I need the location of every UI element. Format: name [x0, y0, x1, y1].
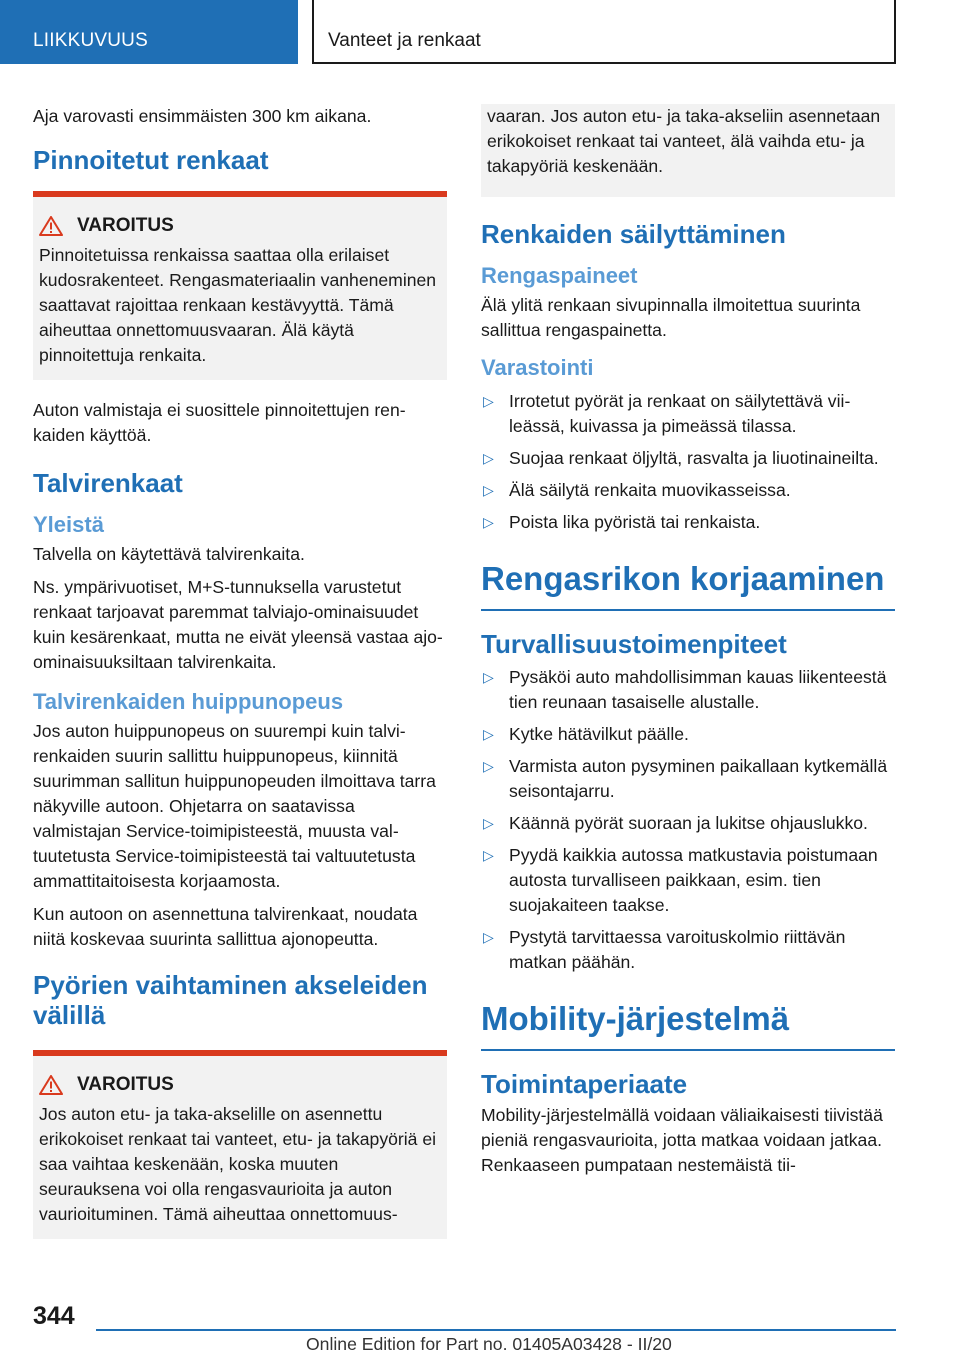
list-item-text: Irrotetut pyörät ja renkaat on säilytettävä viileässä, kuivassa ja pimeässä tilassa.	[509, 391, 851, 436]
heading-wheel-swap: Pyörien vaihtaminen akseleiden välillä	[33, 970, 428, 1030]
heading-top-speed: Talvirenkaiden huippunopeus	[33, 689, 344, 714]
list-item	[481, 389, 895, 439]
list-item	[481, 446, 895, 471]
list-item-text: Käännä pyörät suoraan ja lukitse ohjauslukko.	[509, 813, 868, 833]
heading-tyre-storage: Renkaiden säilyttäminen	[481, 219, 786, 249]
header-section-label: LIIKKUVUUS	[33, 30, 148, 51]
triangle-right-icon: ▷	[483, 450, 494, 466]
heading-safety-measures: Turvallisuustoimenpiteet	[481, 629, 787, 659]
warning-triangle-icon	[39, 216, 63, 236]
general-text-1: Talvella on käytettävä talvirenkaita.	[33, 544, 305, 564]
header-chapter-box	[312, 0, 896, 64]
footer-edition: Online Edition for Part no. 01405A03428 - II/20	[306, 1334, 672, 1354]
warning-box-coated	[33, 191, 447, 380]
heading-puncture-repair: Rengasrikon korjaaminen	[481, 557, 895, 611]
general-text-2: Ns. ympärivuotiset, M+S-tunnuksella varustetut renkaat tarjoavat paremmat talviajo-ominaisuudet kuin kesärenkaat, mutta ne eivät yleensä vastaa ajo-ominaisuuksiltaan talvirenkaita.	[33, 577, 443, 672]
operating-principle-text: Mobility-järjestelmällä voidaan väliaikaisesti tiivistää pieniä rengasvaurioita, jotta matkaa voidaan jatkaa. Renkaaseen pumpataan nestemäistä tii-	[481, 1105, 883, 1175]
triangle-right-icon: ▷	[483, 669, 494, 685]
list-item	[481, 510, 895, 535]
triangle-right-icon: ▷	[483, 514, 494, 530]
heading-winter-tyres: Talvirenkaat	[33, 468, 183, 498]
heading-coated-tyres: Pinnoitetut renkaat	[33, 145, 269, 175]
warning-title	[39, 1074, 441, 1096]
list-item	[481, 478, 895, 503]
warning-title-label: VAROITUS	[77, 1074, 174, 1095]
list-item	[481, 811, 895, 836]
heading-mobility-system: Mobility-järjestelmä	[481, 997, 895, 1051]
triangle-right-icon: ▷	[483, 393, 494, 409]
warning-title-label: VAROITUS	[77, 215, 174, 236]
triangle-right-icon: ▷	[483, 815, 494, 831]
list-item-text: Kytke hätävilkut päälle.	[509, 724, 689, 744]
triangle-right-icon: ▷	[483, 847, 494, 863]
list-item-text: Pystytä tarvittaessa varoituskolmio riittävän matkan päähän.	[509, 927, 846, 972]
footer-divider	[96, 1329, 896, 1331]
right-column	[481, 104, 895, 1186]
list-item-text: Varmista auton pysyminen paikallaan kytkemällä seisontajarru.	[509, 756, 888, 801]
triangle-right-icon: ▷	[483, 758, 494, 774]
warning-text: Pinnoitetuissa renkaissa saattaa olla erilaiset kudosrakenteet. Rengasmateriaalin vanheneminen saattavat rajoittaa renkaan kestävyyttä. Tämä aiheuttaa onnettomuusvaaran. Älä käytä pinnoitettuja renkaita.	[39, 245, 437, 365]
triangle-right-icon: ▷	[483, 482, 494, 498]
storing-list	[481, 389, 895, 535]
list-item-text: Pysäköi auto mahdollisimman kauas liikenteestä tien reunaan tasaiselle alustalle.	[509, 667, 887, 712]
list-item	[481, 754, 895, 804]
list-item	[481, 843, 895, 918]
warning-continuation-text: vaaran. Jos auton etu- ja taka-akseliin asennetaan erikokoiset renkaat tai vanteet, älä vaihda etu- ja takapyöriä keskenään.	[487, 106, 881, 176]
safety-list	[481, 665, 895, 975]
left-column	[33, 104, 447, 1239]
warning-title	[39, 215, 441, 237]
triangle-right-icon: ▷	[483, 726, 494, 742]
intro-text: Aja varovasti ensimmäisten 300 km aikana.	[33, 106, 372, 126]
header-section-tab	[0, 0, 298, 64]
coated-note: Auton valmistaja ei suosittele pinnoitettujen renkaiden käyttöä.	[33, 400, 406, 445]
warning-text: Jos auton etu- ja taka-akselille on asennettu erikokoiset renkaat tai vanteet, etu- ja takapyöriä ei saa vaihtaa keskenään, koska muuten seurauksena voi olla rengasvaurioita ja auton vaurioituminen. Tämä aiheuttaa onnettomuus-	[39, 1104, 437, 1224]
list-item-text: Suojaa renkaat öljyltä, rasvalta ja liuotinaineilta.	[509, 448, 879, 468]
top-speed-text-1: Jos auton huippunopeus on suurempi kuin talvirenkaiden suurin sallittu huippunopeus, kiinnitä suurimman sallitun huippunopeuden ilmoittava tarra näkyville autoon. Ohjetarra on saatavissa valmistajan Service-toimipisteestä, muusta valtuutetusta Service-toimipisteestä tai valtuutetusta ammattitaitoisesta korjaamosta.	[33, 721, 436, 891]
list-item	[481, 665, 895, 715]
list-item	[481, 722, 895, 747]
warning-continuation-box	[481, 104, 895, 197]
top-speed-text-2: Kun autoon on asennettuna talvirenkaat, noudata niitä koskevaa suurinta sallittua ajonopeutta.	[33, 904, 418, 949]
warning-box-swap	[33, 1050, 447, 1239]
list-item-text: Pyydä kaikkia autossa matkustavia poistumaan autosta turvalliseen paikkaan, esim. tien suojakaiteen taakse.	[509, 845, 878, 915]
heading-operating-principle: Toimintaperiaate	[481, 1069, 688, 1099]
warning-triangle-icon	[39, 1075, 63, 1095]
page-number: 344	[33, 1302, 75, 1330]
list-item	[481, 925, 895, 975]
heading-tyre-pressure: Rengaspaineet	[481, 263, 638, 288]
heading-general: Yleistä	[33, 512, 104, 537]
triangle-right-icon: ▷	[483, 929, 494, 945]
header-chapter-label: Vanteet ja renkaat	[328, 30, 481, 51]
tyre-pressure-text: Älä ylitä renkaan sivupinnalla ilmoitettua suurinta sallittua rengaspainetta.	[481, 295, 861, 340]
heading-storing: Varastointi	[481, 355, 594, 380]
list-item-text: Poista lika pyöristä tai renkaista.	[509, 512, 761, 532]
list-item-text: Älä säilytä renkaita muovikasseissa.	[509, 480, 791, 500]
